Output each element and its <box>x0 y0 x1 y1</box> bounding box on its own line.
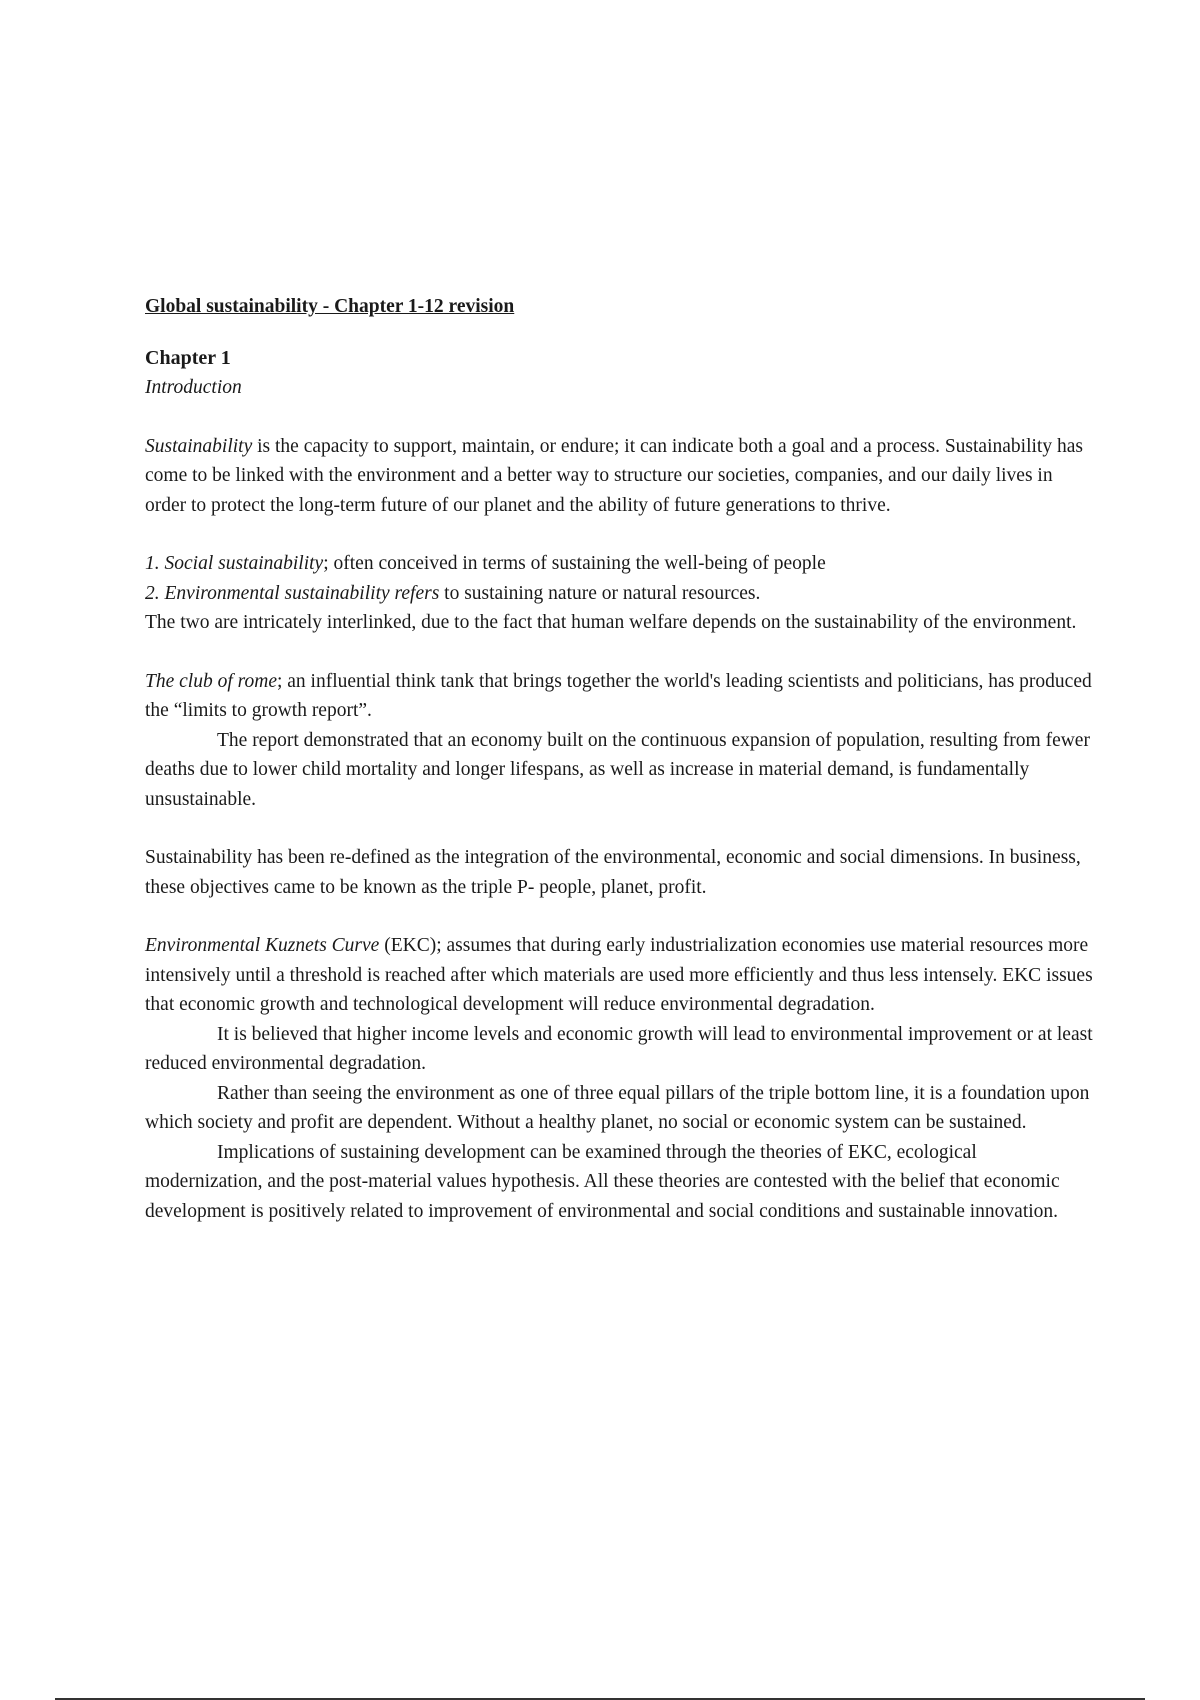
club-of-rome-paragraph <box>145 667 1095 726</box>
page-bottom-divider <box>55 1698 1145 1700</box>
interlinked-summary: The two are intricately interlinked, due to the fact that human welfare depends on the sustainability of the environment. <box>145 612 1077 633</box>
sustainability-definition-paragraph <box>145 432 1095 521</box>
social-sustainability-item <box>145 549 1095 579</box>
social-sustainability-text: ; often conceived in terms of sustaining the well-being of people <box>323 553 826 574</box>
environmental-sustainability-item <box>145 579 1095 609</box>
sustainability-term: Sustainability <box>145 435 253 457</box>
chapter-subtitle: Introduction <box>145 377 242 398</box>
environmental-sustainability-term: 2. Environmental sustainability refers <box>145 582 440 604</box>
club-of-rome-term: The club of rome <box>145 670 277 692</box>
ekc-text: (EKC); assumes that during early industrialization economies use material resources more intensively until a threshold is reached after which materials are used more efficiently and thus less intensely. EKC issues that economic growth and technological development will reduce environmental degradation. <box>145 935 1093 1015</box>
redefinition-paragraph: Sustainability has been re-defined as the integration of the environmental, economic and social dimensions. In business, these objectives came to be known as the triple P- people, planet, profit. <box>145 847 1081 898</box>
document-page <box>145 292 1095 1226</box>
triple-bottom-line-paragraph: Rather than seeing the environment as one of three equal pillars of the triple bottom line, it is a foundation upon which society and profit are dependent. Without a healthy planet, no social or economic system can be sustained. <box>145 1082 1090 1133</box>
ekc-paragraph <box>145 931 1095 1020</box>
chapter-heading: Chapter 1 <box>145 346 231 369</box>
ekc-term: Environmental Kuznets Curve <box>145 935 380 956</box>
limits-to-growth-paragraph: The report demonstrated that an economy built on the continuous expansion of population, resulting from fewer deaths due to lower child mortality and longer lifespans, as well as increase in material demand, is fundamentally unsustainable. <box>145 729 1090 810</box>
implications-paragraph: Implications of sustaining development can be examined through the theories of EKC, ecological modernization, and the post-material values hypothesis. All these theories are contested with the belief that economic development is positively related to improvement of environmental and social conditions and sustainable innovation. <box>145 1141 1060 1222</box>
social-sustainability-term: 1. Social sustainability <box>145 553 324 574</box>
income-levels-paragraph: It is believed that higher income levels and economic growth will lead to environmental improvement or at least reduced environmental degradation. <box>145 1023 1093 1074</box>
ekc-block <box>145 931 1095 1226</box>
environmental-sustainability-text: to sustaining nature or natural resources. <box>439 582 761 604</box>
club-of-rome-text: ; an influential think tank that brings together the world's leading scientists and politicians, has produced the “limits to growth report”. <box>145 670 1092 721</box>
document-title: Global sustainability - Chapter 1-12 revision <box>145 296 515 317</box>
sustainability-types-block <box>145 549 1095 638</box>
sustainability-definition-text: is the capacity to support, maintain, or endure; it can indicate both a goal and a process. Sustainability has come to be linked with the environment and a better way to structure our societies, companies, and our daily lives in order to protect the long-term future of our planet and the ability of future generations to thrive. <box>145 435 1083 516</box>
club-of-rome-block <box>145 667 1095 815</box>
